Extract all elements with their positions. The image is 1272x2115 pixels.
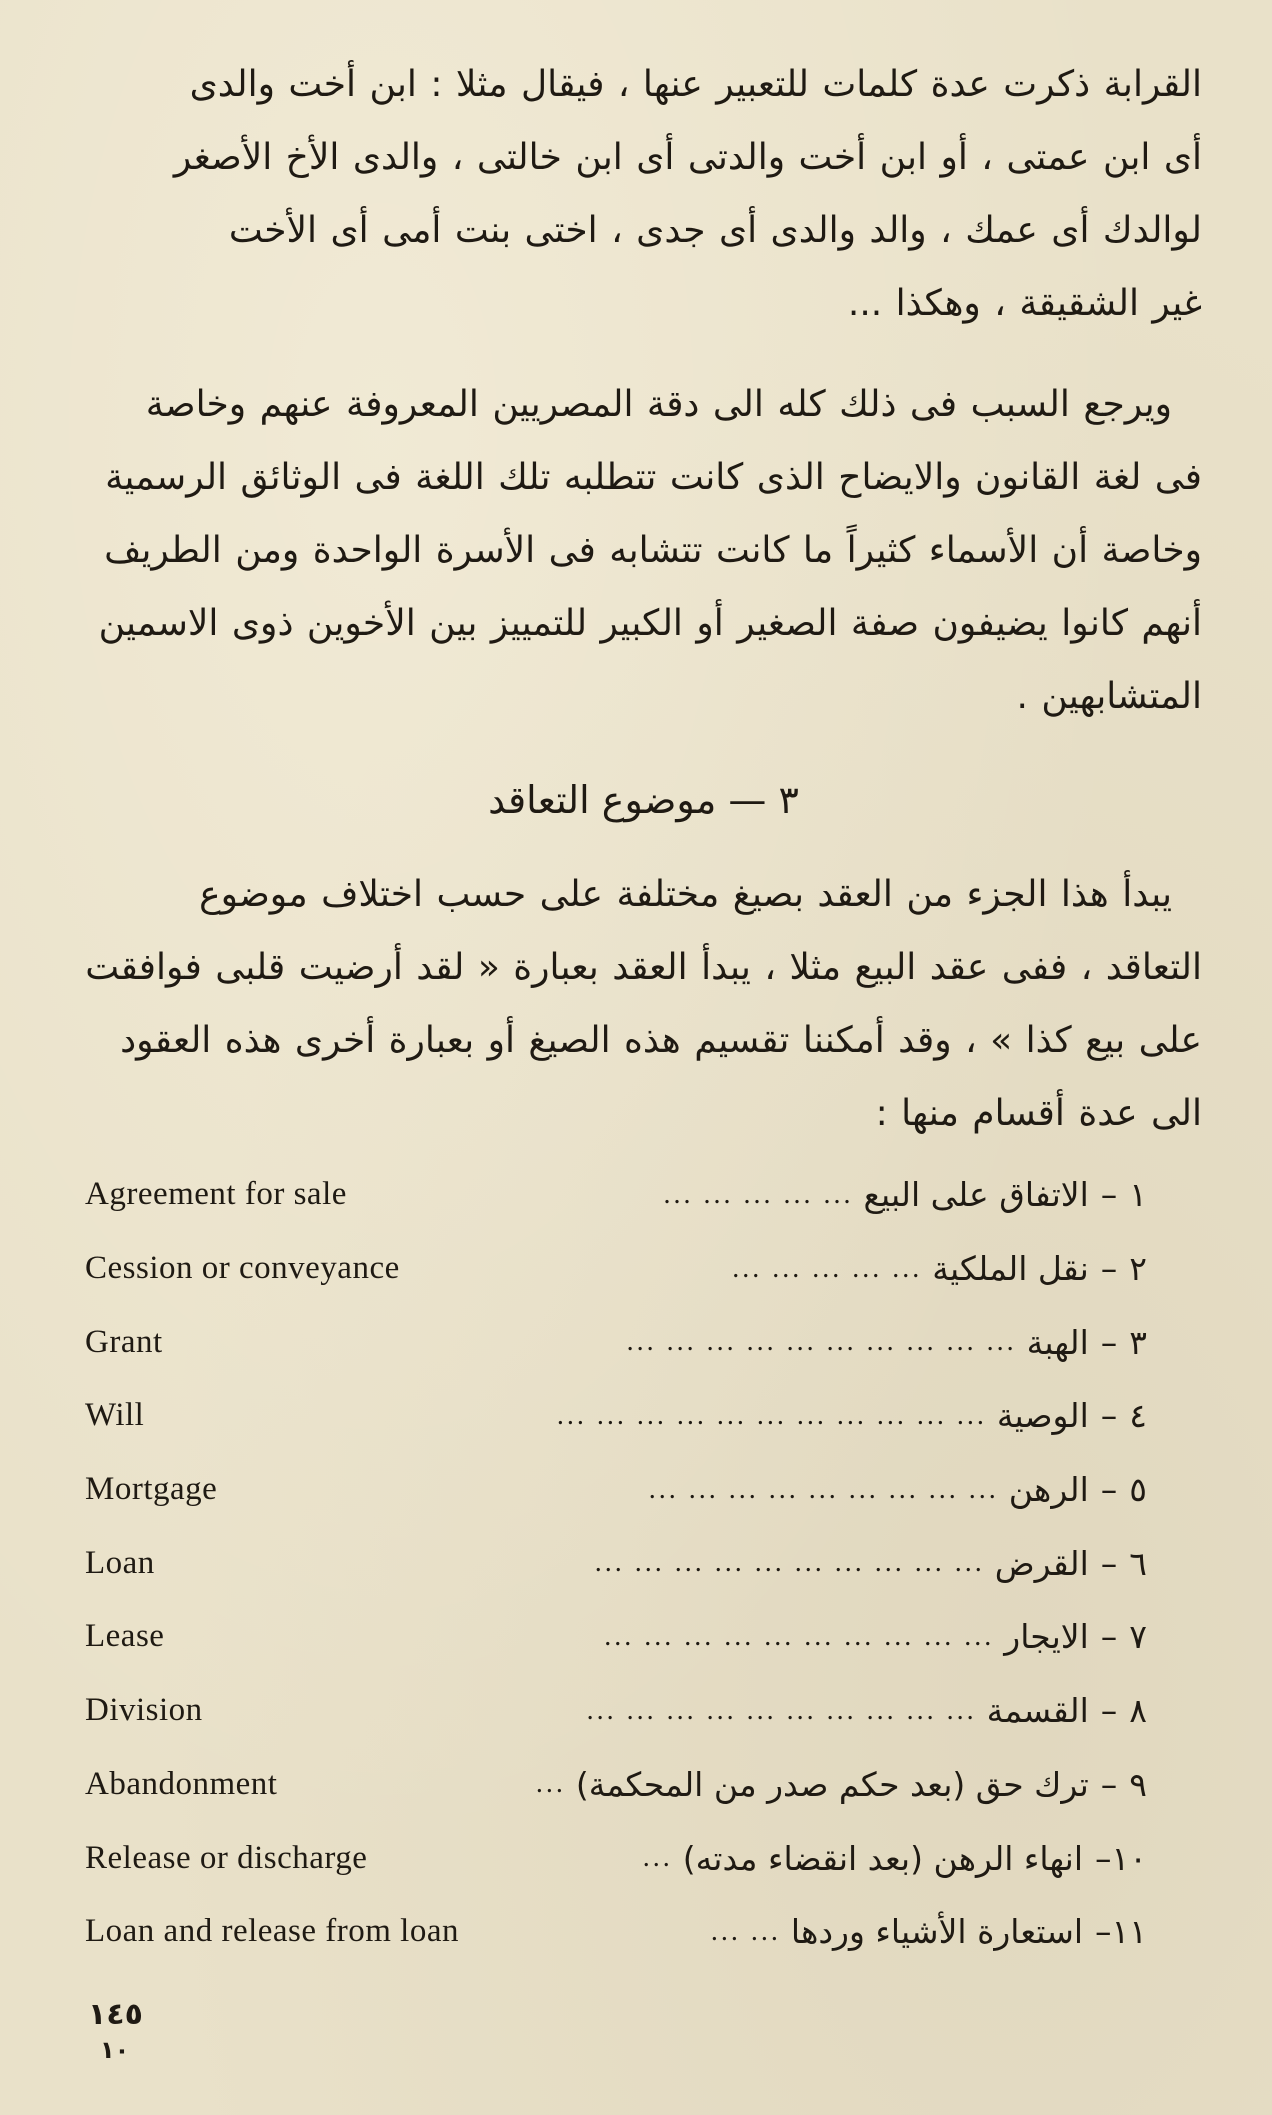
section-title: موضوع التعاقد [488,778,717,822]
list-item [85,1600,1202,1674]
item-number: ١١ [1111,1912,1147,1952]
dot-leader: ... ... ... ... ... ... ... ... ... [648,1473,999,1505]
list-item [85,1895,1202,1969]
arabic-label: القرض [994,1543,1089,1583]
item-dash: – [1100,1396,1118,1436]
arabic-term [987,1691,1147,1730]
text-line: ويرجع السبب فى ذلك كله الى دقة المصريين المعروفة عنهم وخاصة [145,384,1172,425]
list-item [85,1674,1202,1748]
arabic-label: الاتفاق على البيع [863,1175,1089,1215]
english-term: Mortgage [85,1471,218,1508]
arabic-term [1027,1323,1147,1362]
arabic-term [576,1765,1147,1804]
arabic-term [932,1249,1147,1288]
english-term: Will [85,1397,145,1434]
english-term: Loan [85,1544,155,1581]
item-number: ٦ [1129,1543,1147,1583]
item-dash: – [1100,1764,1118,1804]
item-dash: – [1100,1322,1118,1362]
dot-leader: ... ... ... ... ... ... ... ... ... ... ... [556,1399,987,1431]
item-dash: – [1100,1617,1118,1657]
section-number: ٣ [778,778,799,822]
item-dash: – [1100,1470,1118,1510]
item-number: ٢ [1129,1249,1147,1289]
list-item [85,1305,1202,1379]
list-item [85,1232,1202,1306]
signature-mark: ١٠ [100,2036,130,2064]
item-dash: – [1100,1175,1118,1215]
arabic-term [1009,1470,1147,1509]
item-dash: – [1100,1543,1118,1583]
paragraph-reason [85,368,1202,733]
list-item [85,1821,1202,1895]
text-line: الى عدة أقسام منها : [875,1093,1202,1134]
item-number: ١٠ [1111,1838,1147,1878]
arabic-label: الهبة [1026,1322,1089,1362]
contract-types-list [85,1158,1202,1969]
arabic-label: الرهن [1008,1470,1089,1510]
item-number: ٥ [1129,1470,1147,1510]
arabic-term [863,1175,1147,1214]
item-dash: – [1100,1691,1118,1731]
text-line: فى لغة القانون والايضاح الذى كانت تتطلبه تلك اللغة فى الوثائق الرسمية [105,457,1202,498]
arabic-label: الايجار [1004,1617,1089,1657]
text-line: أى ابن عمتى ، أو ابن أخت والدتى أى ابن خالتى ، والدى الأخ الأصغر [173,137,1202,178]
text-line: على بيع كذا » ، وقد أمكننا تقسيم هذه الصيغ أو بعبارة أخرى هذه العقود [120,1020,1202,1061]
item-dash: – [1095,1912,1112,1952]
english-term: Grant [85,1323,163,1360]
english-term: Lease [85,1618,165,1655]
item-number: ٩ [1129,1764,1147,1804]
section-dash: — [728,778,767,822]
arabic-term [1004,1617,1147,1656]
dot-leader: ... [535,1768,566,1800]
text-line: غير الشقيقة ، وهكذا ... [847,283,1202,324]
list-item [85,1379,1202,1453]
dot-leader: ... ... ... ... ... ... ... ... ... ... [626,1326,1017,1358]
list-item [85,1453,1202,1527]
english-term: Loan and release from loan [85,1913,460,1950]
arabic-term [995,1544,1147,1583]
item-number: ٨ [1129,1691,1147,1731]
arabic-label: ترك حق (بعد حكم صدر من المحكمة) [575,1764,1089,1804]
text-line: أنهم كانوا يضيفون صفة الصغير أو الكبير للتمييز بين الأخوين ذوى الاسمين [98,603,1202,644]
dot-leader: ... ... ... ... ... ... ... ... ... ... [586,1694,977,1726]
text-line: وخاصة أن الأسماء كثيراً ما كانت تتشابه فى الأسرة الواحدة ومن الطريف [104,530,1202,571]
english-term: Release or discharge [85,1839,368,1876]
text-line: التعاقد ، ففى عقد البيع مثلا ، يبدأ العقد بعبارة « لقد أرضيت قلبى فوافقت [85,947,1202,988]
text-line: المتشابهين . [1016,676,1202,717]
arabic-label: الوصية [996,1396,1089,1436]
paragraph-contract-subject [85,858,1202,1150]
item-number: ٧ [1129,1617,1147,1657]
dot-leader: ... ... ... ... ... [663,1178,854,1210]
list-item [85,1526,1202,1600]
book-page [85,0,1202,2115]
arabic-term [791,1912,1147,1951]
list-item [85,1158,1202,1232]
dot-leader: ... ... [710,1915,781,1947]
english-term: Abandonment [85,1765,278,1802]
item-number: ٤ [1129,1396,1147,1436]
text-line: يبدأ هذا الجزء من العقد بصيغ مختلفة على حسب اختلاف موضوع [199,874,1172,915]
dot-leader: ... ... ... ... ... ... ... ... ... ... [594,1547,985,1579]
dot-leader: ... [642,1842,673,1874]
item-dash: – [1095,1838,1112,1878]
arabic-label: القسمة [986,1691,1089,1731]
item-number: ٣ [1129,1322,1147,1362]
english-term: Division [85,1692,203,1729]
dot-leader: ... ... ... ... ... ... ... ... ... ... [604,1620,995,1652]
item-number: ١ [1129,1175,1147,1215]
dot-leader: ... ... ... ... ... [732,1252,923,1284]
arabic-label: نقل الملكية [932,1249,1089,1289]
english-term: Cession or conveyance [85,1250,400,1287]
list-item [85,1748,1202,1822]
section-heading [85,770,1202,830]
english-term: Agreement for sale [85,1176,347,1213]
arabic-label: انهاء الرهن (بعد انقضاء مدته) [682,1838,1084,1878]
arabic-term [997,1396,1147,1435]
item-dash: – [1100,1249,1118,1289]
arabic-label: استعارة الأشياء وردها [790,1912,1084,1952]
text-line: لوالدك أى عمك ، والد والدى أى جدى ، اختى بنت أمى أى الأخت [228,210,1202,251]
paragraph-kinship-terms [85,48,1202,340]
page-number: ١٤٥ [88,1997,143,2032]
text-line: القرابة ذكرت عدة كلمات للتعبير عنها ، فيقال مثلا : ابن أخت والدى [189,64,1202,105]
arabic-term [683,1839,1147,1878]
